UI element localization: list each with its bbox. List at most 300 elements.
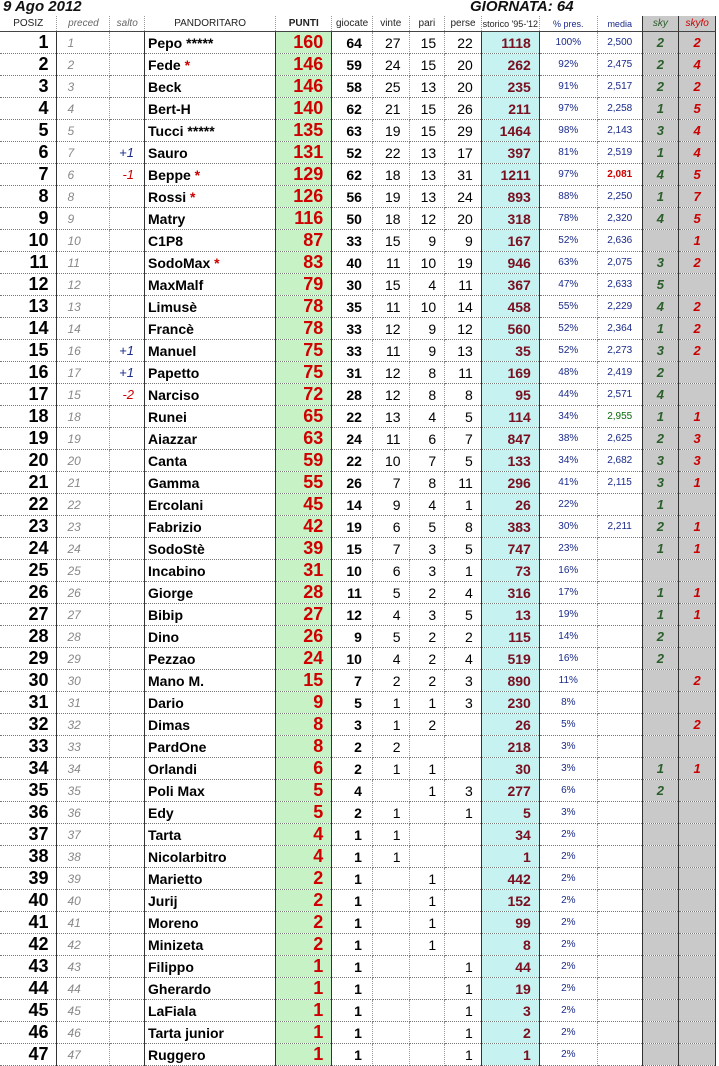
sky-cell xyxy=(642,846,679,868)
historic-cell: 316 xyxy=(481,582,539,604)
skyfo-cell xyxy=(679,824,716,846)
won-cell: 1 xyxy=(372,714,409,736)
average-cell: 2,682 xyxy=(597,450,642,472)
sky-cell: 4 xyxy=(642,208,679,230)
played-cell: 52 xyxy=(332,142,373,164)
player-name-cell xyxy=(145,406,276,428)
position-cell: 10 xyxy=(0,230,57,252)
presence-cell: 34% xyxy=(539,406,597,428)
lost-cell: 22 xyxy=(445,32,482,54)
skyfo-cell: 2 xyxy=(679,32,716,54)
sky-cell xyxy=(642,978,679,1000)
lost-cell: 1 xyxy=(445,1022,482,1044)
sky-cell: 1 xyxy=(642,186,679,208)
average-cell: 2,115 xyxy=(597,472,642,494)
previous-position-cell: 27 xyxy=(57,604,110,626)
skyfo-cell: 1 xyxy=(679,758,716,780)
player-name-cell xyxy=(145,912,276,934)
historic-cell: 847 xyxy=(481,428,539,450)
jump-cell xyxy=(110,912,145,934)
position-cell: 25 xyxy=(0,560,57,582)
played-cell: 14 xyxy=(332,494,373,516)
position-cell: 41 xyxy=(0,912,57,934)
average-cell: 2,571 xyxy=(597,384,642,406)
played-cell: 1 xyxy=(332,934,373,956)
average-cell xyxy=(597,1044,642,1066)
drawn-cell: 1 xyxy=(409,912,445,934)
sky-cell: 3 xyxy=(642,450,679,472)
position-cell: 23 xyxy=(0,516,57,538)
lost-cell: 5 xyxy=(445,538,482,560)
sky-cell xyxy=(642,956,679,978)
jump-cell xyxy=(110,318,145,340)
presence-cell: 16% xyxy=(539,560,597,582)
drawn-cell xyxy=(409,956,445,978)
position-cell: 26 xyxy=(0,582,57,604)
player-name: Gamma xyxy=(148,474,200,491)
player-name: Gherardo xyxy=(148,980,212,997)
presence-cell: 91% xyxy=(539,76,597,98)
position-cell: 8 xyxy=(0,186,57,208)
player-name-cell xyxy=(145,714,276,736)
historic-cell: 519 xyxy=(481,648,539,670)
won-cell: 4 xyxy=(372,648,409,670)
drawn-cell: 1 xyxy=(409,780,445,802)
drawn-cell: 8 xyxy=(409,384,445,406)
lost-cell: 3 xyxy=(445,692,482,714)
won-cell: 1 xyxy=(372,802,409,824)
won-cell: 21 xyxy=(372,98,409,120)
table-row xyxy=(0,472,716,494)
presence-cell: 2% xyxy=(539,1044,597,1066)
sky-cell xyxy=(642,1044,679,1066)
player-name-cell xyxy=(145,692,276,714)
previous-position-cell: 7 xyxy=(57,142,110,164)
skyfo-cell xyxy=(679,912,716,934)
table-row xyxy=(0,978,716,1000)
position-cell: 17 xyxy=(0,384,57,406)
table-row xyxy=(0,318,716,340)
player-name: Nicolarbitro xyxy=(148,848,227,865)
presence-cell: 41% xyxy=(539,472,597,494)
position-cell: 34 xyxy=(0,758,57,780)
player-name: Matry xyxy=(148,210,186,227)
drawn-cell xyxy=(409,846,445,868)
lost-cell: 3 xyxy=(445,780,482,802)
skyfo-cell: 2 xyxy=(679,252,716,274)
lost-cell: 20 xyxy=(445,208,482,230)
average-cell xyxy=(597,802,642,824)
historic-cell: 114 xyxy=(481,406,539,428)
jump-cell xyxy=(110,428,145,450)
player-name: Tarta xyxy=(148,826,182,843)
jump-cell xyxy=(110,560,145,582)
previous-position-cell: 33 xyxy=(57,736,110,758)
position-cell: 39 xyxy=(0,868,57,890)
drawn-cell: 4 xyxy=(409,494,445,516)
previous-position-cell: 29 xyxy=(57,648,110,670)
sky-cell: 4 xyxy=(642,296,679,318)
historic-cell: 8 xyxy=(481,934,539,956)
jump-cell xyxy=(110,780,145,802)
presence-cell: 2% xyxy=(539,824,597,846)
played-cell: 30 xyxy=(332,274,373,296)
player-name-cell xyxy=(145,362,276,384)
won-cell: 19 xyxy=(372,186,409,208)
sky-cell xyxy=(642,824,679,846)
skyfo-cell: 2 xyxy=(679,670,716,692)
sky-cell: 1 xyxy=(642,538,679,560)
player-name: Beppe xyxy=(148,166,191,183)
drawn-cell: 15 xyxy=(409,32,445,54)
col-perse: perse xyxy=(445,16,482,32)
lost-cell: 11 xyxy=(445,274,482,296)
historic-cell: 458 xyxy=(481,296,539,318)
lost-cell: 9 xyxy=(445,230,482,252)
played-cell: 1 xyxy=(332,956,373,978)
presence-cell: 2% xyxy=(539,934,597,956)
lost-cell xyxy=(445,912,482,934)
table-row xyxy=(0,428,716,450)
lost-cell: 5 xyxy=(445,604,482,626)
drawn-cell: 1 xyxy=(409,934,445,956)
won-cell: 18 xyxy=(372,208,409,230)
player-name: Canta xyxy=(148,452,187,469)
standings-table xyxy=(0,16,716,1066)
skyfo-cell xyxy=(679,846,716,868)
lost-cell: 20 xyxy=(445,54,482,76)
points-cell: 8 xyxy=(276,714,332,736)
drawn-cell xyxy=(409,736,445,758)
drawn-cell: 12 xyxy=(409,208,445,230)
table-row xyxy=(0,802,716,824)
points-cell: 4 xyxy=(276,824,332,846)
average-cell: 2,258 xyxy=(597,98,642,120)
presence-cell: 3% xyxy=(539,758,597,780)
drawn-cell: 15 xyxy=(409,120,445,142)
table-row xyxy=(0,186,716,208)
player-name: Pepo xyxy=(148,34,183,51)
won-cell xyxy=(372,934,409,956)
points-cell: 27 xyxy=(276,604,332,626)
played-cell: 22 xyxy=(332,450,373,472)
historic-cell: 26 xyxy=(481,714,539,736)
lost-cell xyxy=(445,824,482,846)
skyfo-cell xyxy=(679,736,716,758)
won-cell: 15 xyxy=(372,230,409,252)
points-cell: 75 xyxy=(276,340,332,362)
previous-position-cell: 20 xyxy=(57,450,110,472)
lost-cell: 31 xyxy=(445,164,482,186)
drawn-cell: 15 xyxy=(409,98,445,120)
won-cell xyxy=(372,956,409,978)
player-name-cell xyxy=(145,252,276,274)
player-name-cell xyxy=(145,582,276,604)
player-name-cell xyxy=(145,934,276,956)
sky-cell xyxy=(642,868,679,890)
presence-cell: 97% xyxy=(539,164,597,186)
presence-cell: 92% xyxy=(539,54,597,76)
drawn-cell: 8 xyxy=(409,362,445,384)
player-name: Beck xyxy=(148,78,182,95)
played-cell: 33 xyxy=(332,318,373,340)
points-cell: 75 xyxy=(276,362,332,384)
position-cell: 19 xyxy=(0,428,57,450)
historic-cell: 1211 xyxy=(481,164,539,186)
jump-cell xyxy=(110,54,145,76)
points-cell: 87 xyxy=(276,230,332,252)
played-cell: 7 xyxy=(332,670,373,692)
player-name: Fabrizio xyxy=(148,518,202,535)
previous-position-cell: 41 xyxy=(57,912,110,934)
lost-cell: 3 xyxy=(445,670,482,692)
giornata-label: GIORNATA: 64 xyxy=(470,0,574,15)
jump-cell xyxy=(110,120,145,142)
player-name-cell xyxy=(145,1022,276,1044)
played-cell: 1 xyxy=(332,1022,373,1044)
sky-cell: 3 xyxy=(642,252,679,274)
skyfo-cell xyxy=(679,868,716,890)
player-name: SodoStè xyxy=(148,540,205,557)
sky-cell xyxy=(642,802,679,824)
average-cell xyxy=(597,670,642,692)
player-name: Moreno xyxy=(148,914,199,931)
table-row xyxy=(0,252,716,274)
skyfo-cell xyxy=(679,626,716,648)
table-row xyxy=(0,362,716,384)
presence-cell: 2% xyxy=(539,1022,597,1044)
won-cell: 13 xyxy=(372,406,409,428)
jump-cell xyxy=(110,1022,145,1044)
sky-cell: 2 xyxy=(642,648,679,670)
drawn-cell: 13 xyxy=(409,76,445,98)
average-cell xyxy=(597,780,642,802)
sky-cell: 2 xyxy=(642,516,679,538)
table-row xyxy=(0,208,716,230)
table-row xyxy=(0,296,716,318)
average-cell xyxy=(597,758,642,780)
played-cell: 5 xyxy=(332,692,373,714)
won-cell: 6 xyxy=(372,516,409,538)
presence-cell: 52% xyxy=(539,230,597,252)
won-cell: 15 xyxy=(372,274,409,296)
jump-cell xyxy=(110,648,145,670)
position-cell: 36 xyxy=(0,802,57,824)
drawn-cell: 13 xyxy=(409,164,445,186)
historic-cell: 747 xyxy=(481,538,539,560)
player-name-cell xyxy=(145,472,276,494)
skyfo-cell: 2 xyxy=(679,318,716,340)
jump-cell xyxy=(110,296,145,318)
lost-cell xyxy=(445,934,482,956)
player-name: Tucci xyxy=(148,122,184,139)
presence-cell: 14% xyxy=(539,626,597,648)
col-preced: preced xyxy=(57,16,110,32)
played-cell: 62 xyxy=(332,164,373,186)
player-name: Dario xyxy=(148,694,184,711)
previous-position-cell: 26 xyxy=(57,582,110,604)
table-row xyxy=(0,604,716,626)
points-cell: 78 xyxy=(276,296,332,318)
skyfo-cell: 5 xyxy=(679,164,716,186)
points-cell: 55 xyxy=(276,472,332,494)
position-cell: 16 xyxy=(0,362,57,384)
jump-cell xyxy=(110,758,145,780)
previous-position-cell: 46 xyxy=(57,1022,110,1044)
points-cell: 9 xyxy=(276,692,332,714)
points-cell: 63 xyxy=(276,428,332,450)
position-cell: 28 xyxy=(0,626,57,648)
star-marker: * xyxy=(210,254,220,271)
previous-position-cell: 40 xyxy=(57,890,110,912)
skyfo-cell: 4 xyxy=(679,120,716,142)
position-cell: 44 xyxy=(0,978,57,1000)
drawn-cell xyxy=(409,1022,445,1044)
jump-cell xyxy=(110,802,145,824)
lost-cell: 1 xyxy=(445,560,482,582)
won-cell: 1 xyxy=(372,824,409,846)
position-cell: 5 xyxy=(0,120,57,142)
played-cell: 28 xyxy=(332,384,373,406)
position-cell: 2 xyxy=(0,54,57,76)
previous-position-cell: 10 xyxy=(57,230,110,252)
table-row xyxy=(0,912,716,934)
skyfo-cell: 2 xyxy=(679,714,716,736)
player-name-cell xyxy=(145,142,276,164)
won-cell: 19 xyxy=(372,120,409,142)
played-cell: 4 xyxy=(332,780,373,802)
average-cell xyxy=(597,1000,642,1022)
presence-cell: 81% xyxy=(539,142,597,164)
player-name-cell xyxy=(145,846,276,868)
previous-position-cell: 3 xyxy=(57,76,110,98)
skyfo-cell xyxy=(679,560,716,582)
average-cell: 2,075 xyxy=(597,252,642,274)
table-row xyxy=(0,538,716,560)
position-cell: 15 xyxy=(0,340,57,362)
played-cell: 58 xyxy=(332,76,373,98)
col-name: PANDORITARO xyxy=(145,16,276,32)
won-cell: 12 xyxy=(372,384,409,406)
sky-cell xyxy=(642,912,679,934)
table-row xyxy=(0,824,716,846)
average-cell: 2,364 xyxy=(597,318,642,340)
lost-cell: 11 xyxy=(445,472,482,494)
points-cell: 42 xyxy=(276,516,332,538)
player-name-cell xyxy=(145,604,276,626)
played-cell: 1 xyxy=(332,1000,373,1022)
played-cell: 56 xyxy=(332,186,373,208)
previous-position-cell: 15 xyxy=(57,384,110,406)
table-body xyxy=(0,32,716,1066)
player-name-cell xyxy=(145,978,276,1000)
player-name-cell xyxy=(145,318,276,340)
average-cell xyxy=(597,736,642,758)
player-name: Edy xyxy=(148,804,174,821)
played-cell: 11 xyxy=(332,582,373,604)
drawn-cell: 15 xyxy=(409,54,445,76)
average-cell: 2,320 xyxy=(597,208,642,230)
skyfo-cell: 3 xyxy=(679,428,716,450)
sky-cell: 1 xyxy=(642,604,679,626)
drawn-cell: 8 xyxy=(409,472,445,494)
drawn-cell: 13 xyxy=(409,142,445,164)
position-cell: 47 xyxy=(0,1044,57,1066)
sky-cell: 1 xyxy=(642,758,679,780)
played-cell: 33 xyxy=(332,230,373,252)
player-name: Limusè xyxy=(148,298,198,315)
drawn-cell: 10 xyxy=(409,252,445,274)
points-cell: 2 xyxy=(276,934,332,956)
skyfo-cell xyxy=(679,890,716,912)
presence-cell: 34% xyxy=(539,450,597,472)
historic-cell: 230 xyxy=(481,692,539,714)
presence-cell: 8% xyxy=(539,692,597,714)
lost-cell xyxy=(445,846,482,868)
historic-cell: 442 xyxy=(481,868,539,890)
skyfo-cell xyxy=(679,978,716,1000)
skyfo-cell: 2 xyxy=(679,340,716,362)
presence-cell: 48% xyxy=(539,362,597,384)
presence-cell: 63% xyxy=(539,252,597,274)
skyfo-cell: 4 xyxy=(679,142,716,164)
skyfo-cell xyxy=(679,648,716,670)
position-cell: 37 xyxy=(0,824,57,846)
previous-position-cell: 18 xyxy=(57,406,110,428)
drawn-cell: 2 xyxy=(409,714,445,736)
previous-position-cell: 4 xyxy=(57,98,110,120)
points-cell: 72 xyxy=(276,384,332,406)
sky-cell: 3 xyxy=(642,340,679,362)
average-cell: 2,633 xyxy=(597,274,642,296)
position-cell: 43 xyxy=(0,956,57,978)
played-cell: 33 xyxy=(332,340,373,362)
skyfo-cell: 1 xyxy=(679,604,716,626)
star-marker: ***** xyxy=(183,122,215,139)
player-name-cell xyxy=(145,780,276,802)
presence-cell: 3% xyxy=(539,802,597,824)
previous-position-cell: 31 xyxy=(57,692,110,714)
lost-cell: 19 xyxy=(445,252,482,274)
sky-cell: 2 xyxy=(642,626,679,648)
won-cell: 12 xyxy=(372,318,409,340)
table-row xyxy=(0,1022,716,1044)
previous-position-cell: 14 xyxy=(57,318,110,340)
player-name-cell xyxy=(145,120,276,142)
table-row xyxy=(0,736,716,758)
sky-cell: 2 xyxy=(642,362,679,384)
average-cell xyxy=(597,890,642,912)
presence-cell: 2% xyxy=(539,912,597,934)
star-marker: * xyxy=(180,56,191,73)
page-header xyxy=(0,0,719,16)
lost-cell: 17 xyxy=(445,142,482,164)
col-skyfo: skyfo xyxy=(679,16,716,32)
historic-cell: 318 xyxy=(481,208,539,230)
jump-cell xyxy=(110,846,145,868)
presence-cell: 2% xyxy=(539,868,597,890)
won-cell: 22 xyxy=(372,142,409,164)
presence-cell: 2% xyxy=(539,978,597,1000)
position-cell: 3 xyxy=(0,76,57,98)
points-cell: 31 xyxy=(276,560,332,582)
jump-cell xyxy=(110,868,145,890)
lost-cell: 1 xyxy=(445,802,482,824)
position-cell: 6 xyxy=(0,142,57,164)
won-cell: 24 xyxy=(372,54,409,76)
played-cell: 62 xyxy=(332,98,373,120)
average-cell: 2,419 xyxy=(597,362,642,384)
